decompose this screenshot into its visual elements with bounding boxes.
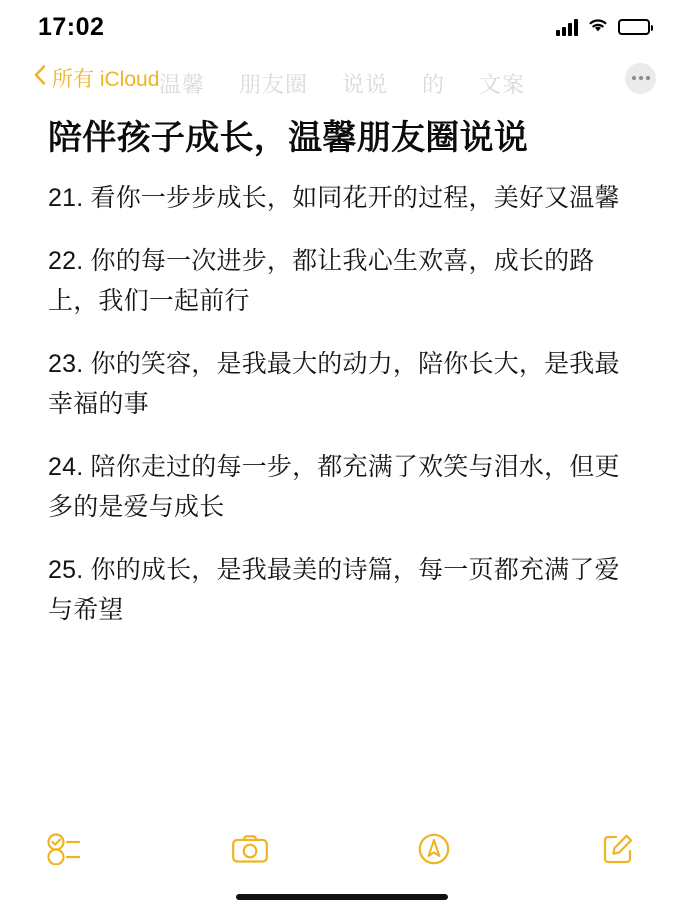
note-paragraph: 24. 陪你走过的每一步，都充满了欢笑与泪水，但更多的是爱与成长	[48, 453, 620, 521]
home-indicator	[236, 894, 448, 900]
note-content[interactable]	[0, 102, 684, 630]
status-bar	[0, 0, 684, 54]
bottom-toolbar	[0, 820, 684, 878]
note-paragraph: 21. 看你一步步成长，如同花开的过程，美好又温馨	[48, 183, 620, 212]
compose-icon[interactable]	[598, 829, 638, 869]
cellular-signal-icon	[556, 18, 578, 36]
status-indicators	[556, 16, 650, 38]
ghost-word: 温馨	[158, 72, 205, 97]
note-title: 陪伴孩子成长，温馨朋友圈说说	[48, 119, 529, 157]
ghost-word: 说说	[341, 72, 388, 97]
camera-icon[interactable]	[230, 829, 270, 869]
note-paragraph: 25. 你的成长，是我最美的诗篇，每一页都充满了爱与希望	[48, 556, 620, 624]
ghost-word: 的	[422, 72, 446, 97]
back-button[interactable]	[34, 63, 159, 93]
note-paragraph: 23. 你的笑容，是我最大的动力，陪你长大，是我最幸福的事	[48, 350, 620, 418]
ghost-word: 文案	[479, 72, 526, 97]
note-paragraph: 22. 你的每一次进步，都让我心生欢喜，成长的路上，我们一起前行	[48, 247, 595, 315]
wifi-icon	[587, 16, 609, 38]
checklist-icon[interactable]	[46, 829, 86, 869]
navigation-bar	[0, 54, 684, 102]
chevron-left-icon	[34, 65, 46, 91]
markup-pen-icon[interactable]	[414, 829, 454, 869]
ghost-word: 朋友圈	[238, 72, 308, 97]
status-time: 17:02	[38, 12, 105, 41]
back-button-label: 所有 iCloud	[52, 68, 160, 91]
more-options-icon[interactable]	[625, 63, 656, 94]
battery-icon	[618, 19, 650, 35]
